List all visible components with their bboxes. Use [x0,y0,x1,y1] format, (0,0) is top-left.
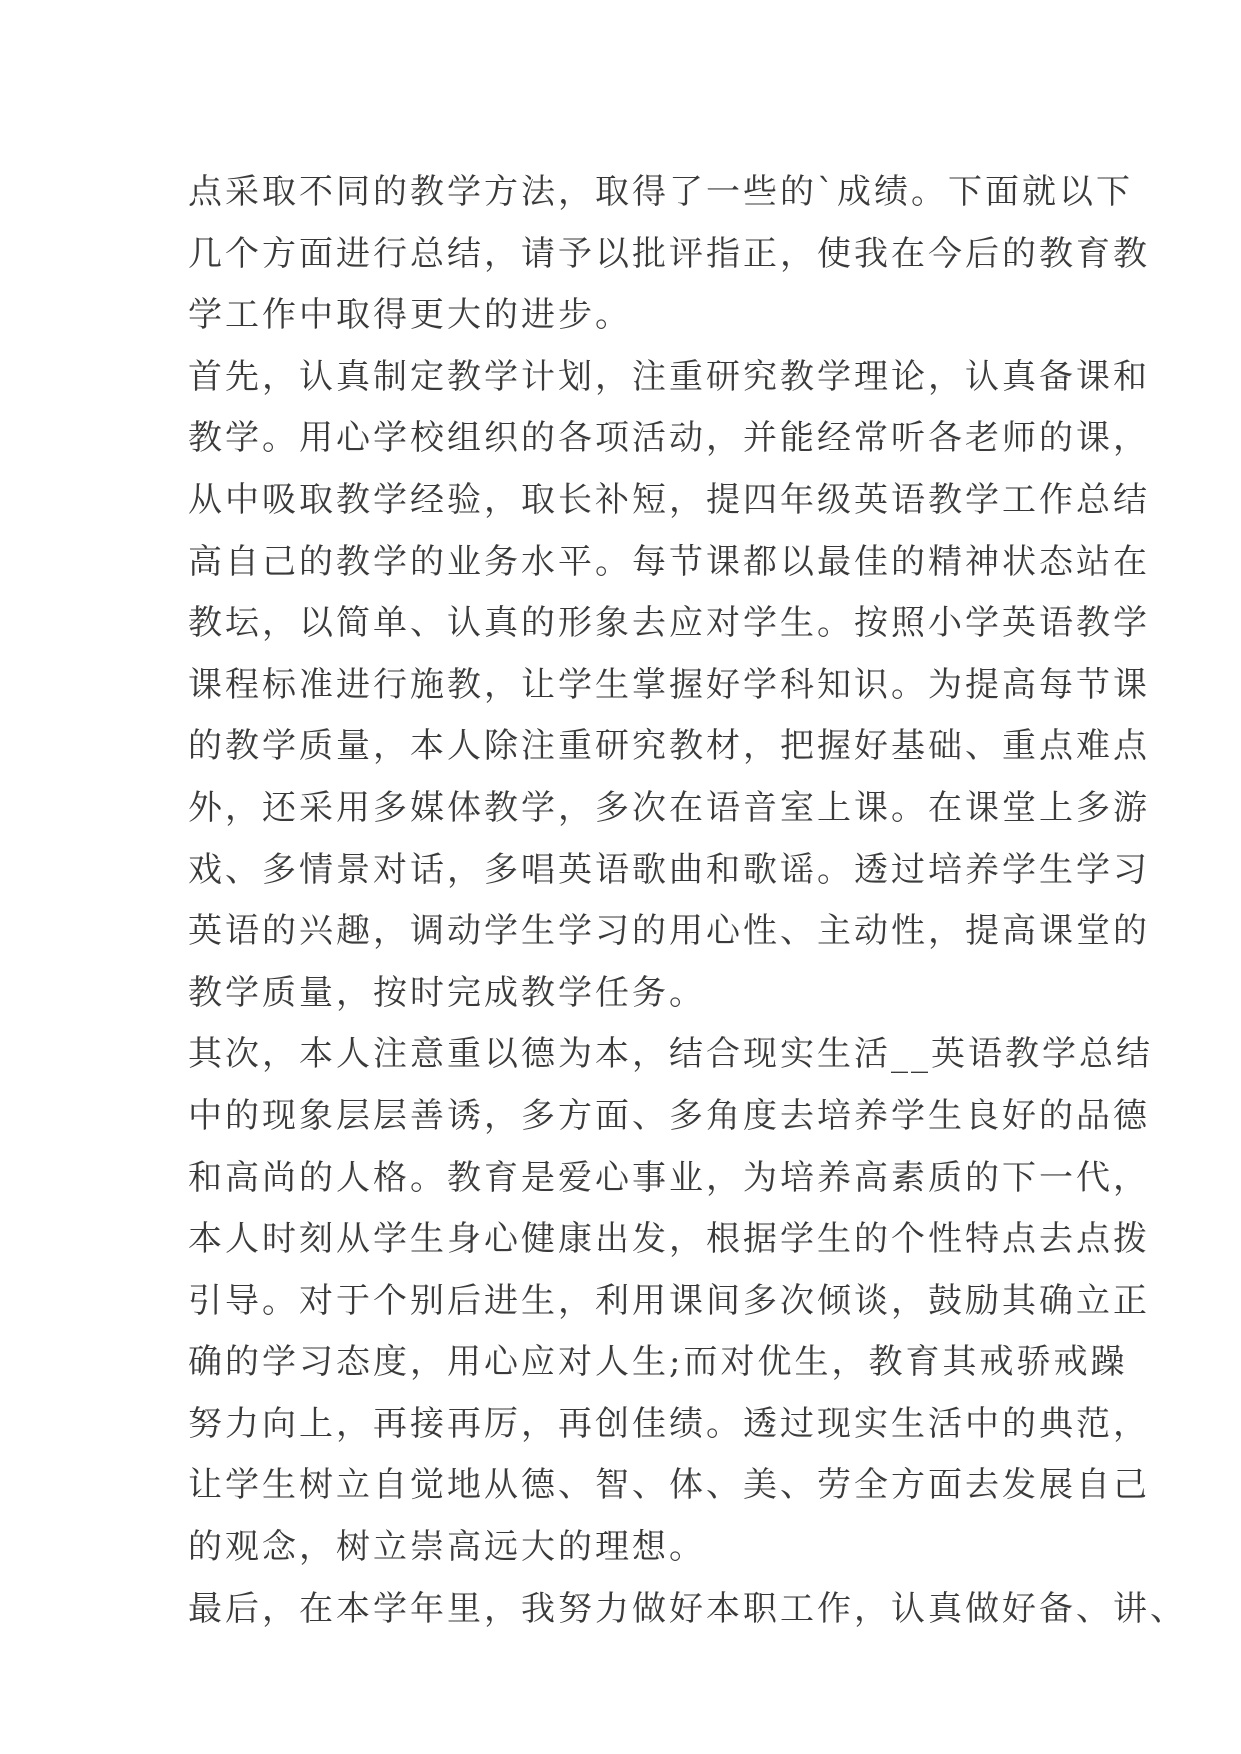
text-line: 中的现象层层善诱，多方面、多角度去培养学生良好的品德 [188,1095,1150,1136]
text-line: 本人时刻从学生身心健康出发，根据学生的个性特点去点拨 [188,1219,1150,1260]
text-line: 引导。对于个别后进生，利用课间多次倾谈，鼓励其确立正 [188,1280,1150,1321]
text-line: 确的学习态度，用心应对人生;而对优生，教育其戒骄戒躁 [188,1342,1128,1383]
text-line: 其次，本人注意重以德为本，结合现实生活__英语教学总结 [188,1034,1153,1075]
text-line: 高自己的教学的业务水平。每节课都以最佳的精神状态站在 [188,541,1150,582]
text-line: 教坛，以简单、认真的形象去应对学生。按照小学英语教学 [188,603,1150,644]
text-line: 英语的兴趣，调动学生学习的用心性、主动性，提高课堂的 [188,911,1150,952]
text-line: 学工作中取得更大的进步。 [188,295,632,336]
text-line: 教学。用心学校组织的各项活动，并能经常听各老师的课， [188,418,1150,459]
text-line: 戏、多情景对话，多唱英语歌曲和歌谣。透过培养学生学习 [188,849,1150,890]
document-body [188,162,1187,1640]
text-line: 点采取不同的教学方法，取得了一些的`成绩。下面就以下 [188,172,1133,212]
text-line: 外，还采用多媒体教学，多次在语音室上课。在课堂上多游 [188,787,1150,828]
text-line: 首先，认真制定教学计划，注重研究教学理论，认真备课和 [188,356,1150,397]
text-line: 课程标准进行施教，让学生掌握好学科知识。为提高每节课 [188,664,1150,705]
text-line: 教学质量，按时完成教学任务。 [188,972,706,1013]
text-line: 几个方面进行总结，请予以批评指正，使我在今后的教育教 [188,233,1150,274]
text-line: 和高尚的人格。教育是爱心事业，为培养高素质的下一代， [188,1157,1150,1198]
text-line: 让学生树立自觉地从德、智、体、美、劳全方面去发展自己 [188,1465,1150,1506]
text-line: 的观念，树立崇高远大的理想。 [188,1527,706,1568]
text-line: 从中吸取教学经验，取长补短，提四年级英语教学工作总结 [188,479,1150,520]
text-line: 最后，在本学年里，我努力做好本职工作，认真做好备、讲、 [188,1588,1187,1629]
text-line: 努力向上，再接再厉，再创佳绩。透过现实生活中的典范， [188,1403,1150,1444]
text-line: 的教学质量，本人除注重研究教材，把握好基础、重点难点 [188,726,1150,767]
